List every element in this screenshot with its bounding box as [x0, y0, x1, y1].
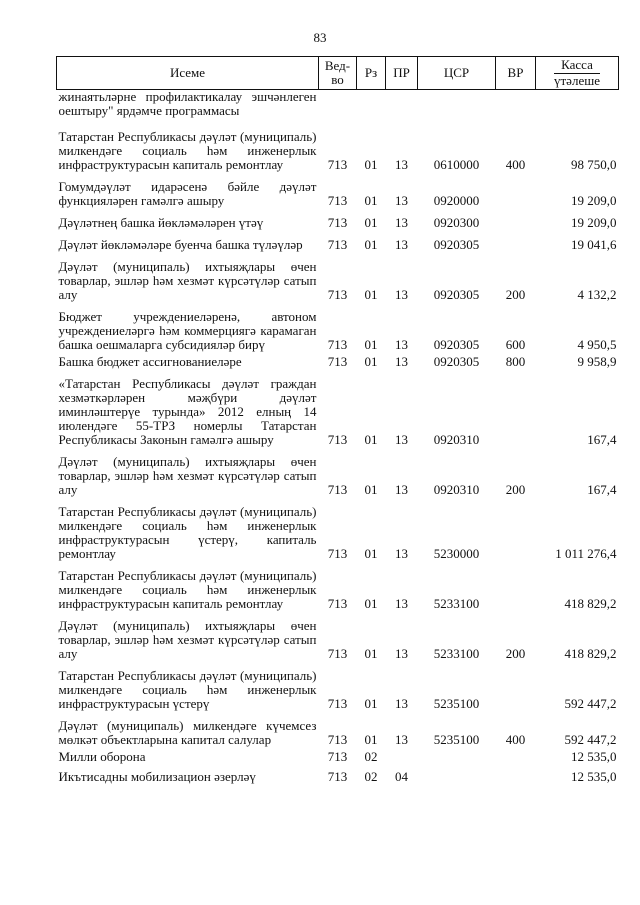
row-amount: 418 829,2	[564, 596, 617, 611]
header-vr: ВР	[496, 57, 536, 90]
table-row	[57, 302, 619, 352]
row-vr: 800	[505, 354, 526, 369]
row-rz: 01	[364, 237, 378, 252]
row-amount: 98 750,0	[571, 157, 617, 172]
row-name: Дәүләт йөкләмәләре буенча башка түләүләр	[58, 237, 303, 252]
row-pr: 13	[395, 237, 408, 252]
row-amount: 167,4	[587, 482, 617, 497]
table-row	[57, 661, 619, 711]
row-csr: 5230000	[433, 546, 480, 561]
row-name: Милли оборона	[58, 749, 146, 764]
table-row	[57, 447, 619, 497]
table-row	[57, 208, 619, 230]
row-name: Татарстан Республикасы дәүләт (муниципаль) милкендәге социаль һәм инженерлык инфраструктурасын капиталь ремонтлау	[58, 568, 317, 611]
row-csr	[418, 90, 496, 119]
row-rz: 01	[364, 193, 378, 208]
row-ved: 713	[327, 432, 348, 447]
row-name: Татарстан Республикасы дәүләт (муниципаль) милкендәге социаль һәм инженерлык инфраструктурасын капиталь ремонтлау	[58, 129, 317, 172]
row-name: Татарстан Республикасы дәүләт (муниципаль) милкендәге социаль һәм инженерлык инфраструктурасын үстерү, капиталь ремонтлау	[58, 504, 317, 561]
row-csr: 0920310	[433, 432, 480, 447]
row-rz: 02	[364, 749, 378, 764]
row-csr	[418, 764, 496, 784]
header-kassa	[536, 57, 619, 90]
row-rz: 01	[364, 287, 378, 302]
row-ved: 713	[327, 646, 348, 661]
row-ved: 713	[327, 193, 348, 208]
row-rz: 01	[364, 157, 378, 172]
row-amount: 167,4	[587, 432, 617, 447]
row-pr: 13	[395, 337, 408, 352]
row-name: Дәүләт (муниципаль) ихтыяҗлары өчен товарлар, эшләр һәм хезмәт күрсәтүләр сатып алу	[58, 618, 317, 661]
row-ved: 713	[327, 749, 348, 764]
row-rz: 01	[364, 337, 378, 352]
row-rz: 02	[364, 769, 378, 784]
row-name: Дәүләт (муниципаль) ихтыяҗлары өчен товарлар, эшләр һәм хезмәт күрсәтүләр сатып алу	[58, 454, 317, 497]
budget-table	[56, 56, 619, 784]
row-amount: 19 041,6	[571, 237, 617, 252]
header-csr: ЦСР	[418, 57, 496, 90]
row-vr: 400	[505, 157, 526, 172]
row-csr: 0920305	[433, 237, 480, 252]
row-ved	[319, 90, 357, 119]
table-header-row	[57, 57, 619, 90]
row-ved: 713	[327, 237, 348, 252]
header-kassa-bottom: үтәлеше	[554, 73, 600, 88]
header-kassa-top: Касса	[561, 57, 593, 72]
table-row	[57, 611, 619, 661]
row-amount	[536, 90, 619, 119]
row-name: Башка бюджет ассигнованиеләре	[58, 354, 242, 369]
table-row	[57, 118, 619, 172]
row-rz: 01	[364, 482, 378, 497]
table-row	[57, 764, 619, 784]
row-amount: 592 447,2	[564, 696, 617, 711]
row-vr: 200	[505, 482, 526, 497]
row-ved: 713	[327, 157, 348, 172]
row-rz: 01	[364, 354, 378, 369]
row-csr: 5235100	[433, 732, 480, 747]
page-number: 83	[313, 30, 327, 45]
table-row	[57, 747, 619, 764]
row-rz: 01	[364, 215, 378, 230]
row-rz: 01	[364, 546, 378, 561]
header-rz: Рз	[357, 57, 386, 90]
row-ved: 713	[327, 354, 348, 369]
row-rz: 01	[364, 646, 378, 661]
row-name: Дәүләт (муниципаль) ихтыяҗлары өчен товарлар, эшләр һәм хезмәт күрсәтүләр сатып алу	[58, 259, 317, 302]
table-row	[57, 561, 619, 611]
row-vr	[496, 561, 536, 611]
row-name: Дәүләтнең башка йөкләмәләрен үтәү	[58, 215, 264, 230]
table-row	[57, 252, 619, 302]
row-amount: 4 950,5	[577, 337, 617, 352]
header-pr: ПР	[386, 57, 418, 90]
row-pr: 13	[395, 432, 408, 447]
row-amount: 418 829,2	[564, 646, 617, 661]
row-vr: 200	[505, 287, 526, 302]
row-vr	[496, 661, 536, 711]
row-amount: 592 447,2	[564, 732, 617, 747]
table-row	[57, 369, 619, 447]
row-amount: 19 209,0	[571, 215, 617, 230]
row-csr: 0920300	[433, 215, 480, 230]
row-ved: 713	[327, 287, 348, 302]
row-name: «Татарстан Республикасы дәүләт граждан хезмәткәрләрен мәҗбүри дәүләт иминләштерүе турында» 2012 елның 14 июлендәге 55-ТРЗ номерлы Татарстан Республикасы Законын гамәлгә ашыру	[58, 376, 317, 447]
row-vr	[496, 497, 536, 561]
row-vr	[496, 90, 536, 119]
row-csr: 0920305	[433, 354, 480, 369]
row-pr: 13	[395, 157, 408, 172]
row-csr: 0920000	[433, 193, 480, 208]
row-vr: 600	[505, 337, 526, 352]
row-csr: 0920310	[433, 482, 480, 497]
row-name: Бюджет учреждениеләренә, автоном учреждениеләргә һәм коммерциягә карамаган башка оешмаларга субсидияләр бирү	[58, 309, 317, 352]
row-ved: 713	[327, 769, 348, 784]
row-pr: 13	[395, 732, 408, 747]
row-pr: 04	[395, 769, 408, 784]
row-vr: 200	[505, 646, 526, 661]
row-pr	[386, 90, 418, 119]
row-amount: 1 011 276,4	[555, 546, 617, 561]
row-pr: 13	[395, 193, 408, 208]
table-row	[57, 230, 619, 252]
row-pr: 13	[395, 696, 408, 711]
row-csr: 0610000	[433, 157, 480, 172]
row-rz: 01	[364, 696, 378, 711]
row-ved: 713	[327, 482, 348, 497]
table-row	[57, 352, 619, 369]
row-vr	[496, 208, 536, 230]
row-vr	[496, 747, 536, 764]
row-amount: 12 535,0	[571, 769, 617, 784]
row-rz: 01	[364, 596, 378, 611]
row-pr: 13	[395, 354, 408, 369]
header-ved: Вед- во	[319, 57, 357, 90]
row-vr	[496, 369, 536, 447]
row-pr: 13	[395, 596, 408, 611]
row-ved: 713	[327, 337, 348, 352]
row-rz: 01	[364, 432, 378, 447]
row-vr	[496, 230, 536, 252]
row-csr: 5233100	[433, 646, 480, 661]
row-name: Гомумдәүләт идарәсенә бәйле дәүләт функцияләрен гамәлгә ашыру	[58, 179, 317, 208]
row-pr: 13	[395, 646, 408, 661]
table-row	[57, 90, 619, 119]
row-ved: 713	[327, 732, 348, 747]
row-amount: 19 209,0	[571, 193, 617, 208]
row-csr: 0920305	[433, 337, 480, 352]
row-pr: 13	[395, 215, 408, 230]
table-row	[57, 711, 619, 747]
row-vr: 400	[505, 732, 526, 747]
row-ved: 713	[327, 546, 348, 561]
row-ved: 713	[327, 596, 348, 611]
row-csr	[418, 747, 496, 764]
row-amount: 12 535,0	[571, 749, 617, 764]
row-pr	[386, 747, 418, 764]
row-amount: 4 132,2	[577, 287, 617, 302]
row-name: Дәүләт (муниципаль) милкендәге күчемсез мөлкәт объектларына капитал салулар	[58, 718, 317, 747]
row-vr	[496, 764, 536, 784]
row-csr: 5235100	[433, 696, 480, 711]
table-row	[57, 172, 619, 208]
row-pr: 13	[395, 546, 408, 561]
row-csr: 0920305	[433, 287, 480, 302]
row-amount: 9 958,9	[577, 354, 617, 369]
row-pr: 13	[395, 287, 408, 302]
row-csr: 5233100	[433, 596, 480, 611]
row-name: Икътисадны мобилизацион әзерләү	[58, 769, 256, 784]
row-name: жинаятьләрне профилактикалау эшчәнлеген оештыру" ярдәмче программасы	[58, 89, 317, 118]
row-rz	[357, 90, 386, 119]
row-name: Татарстан Республикасы дәүләт (муниципаль) милкендәге социаль һәм инженерлык инфраструктурасын үстерү	[58, 668, 317, 711]
table-row	[57, 497, 619, 561]
row-vr	[496, 172, 536, 208]
row-ved: 713	[327, 215, 348, 230]
row-pr: 13	[395, 482, 408, 497]
row-rz: 01	[364, 732, 378, 747]
header-name: Исеме	[57, 57, 319, 90]
row-ved: 713	[327, 696, 348, 711]
